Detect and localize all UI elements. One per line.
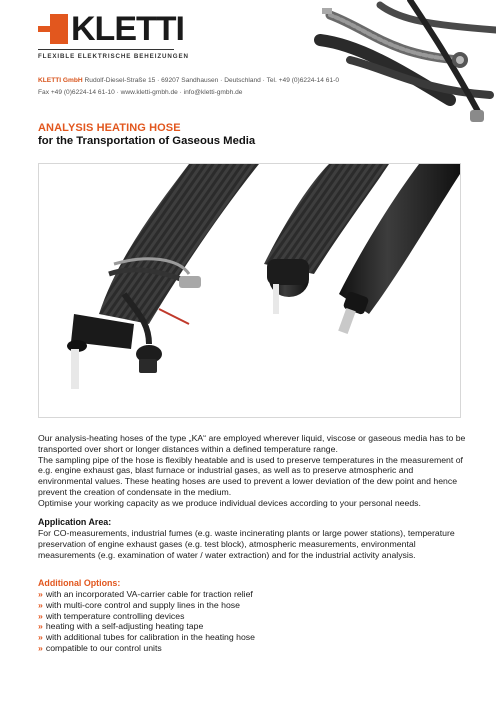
bullet-icon: » [38,642,43,653]
bullet-icon: » [38,589,43,599]
options-list [38,589,255,654]
bullet-icon: » [38,632,43,643]
intro-paragraph: Our analysis-heating hoses of the type „KA“ are employed wherever liquid, viscose or gaseous media has to be transported over short or longer distances within a defined temperature range. [38,433,466,454]
option-text: with an incorporated VA-carrier cable for traction relief [45,589,253,599]
intro-text [38,433,468,509]
option-item [38,632,255,643]
kletti-logo [38,10,189,60]
bullet-icon: » [38,621,43,632]
bullet-icon: » [38,599,43,610]
bullet-icon: » [38,610,43,621]
company-name: KLETTI GmbH [38,77,83,84]
contact-line-2: Fax +49 (0)6224-14 61-10 · www.kletti-gmbh.de · info@kletti-gmbh.de [38,89,243,96]
option-text: heating with a self-adjusting heating tape [45,621,204,632]
contact-address: Rudolf-Diesel-Straße 15 · 69207 Sandhausen · Deutschland · Tel. +49 (0)6224-14 61-0 [84,77,339,84]
header-cable-image [300,0,496,128]
option-text: compatible to our control units [45,642,162,653]
contact-block [38,75,339,99]
option-text: with temperature controlling devices [45,610,185,621]
product-photo [38,163,461,418]
logo-divider [38,49,174,50]
option-item [38,643,255,654]
option-text: with additional tubes for calibration in the heating hose [45,632,255,643]
option-item [38,611,255,622]
option-item [38,621,255,632]
page-title: ANALYSIS HEATING HOSE [38,122,181,134]
contact-line-1 [38,75,339,87]
intro-paragraph: Optimise your working capacity as we produce individual devices according to your personal needs. [38,497,421,508]
page-subtitle: for the Transportation of Gaseous Media [38,135,256,147]
kletti-logo-mark-icon [38,14,68,44]
application-text: For CO-measurements, industrial fumes (e.g. waste incinerating plants or large power stations), temperature preservation of engine exhaust gases (e.g. test block), atmospheric measurements, environmental measurements (e.g. examination of water / water extraction) and for the industrial activity analysis. [38,528,455,560]
logo-wordmark: KLETTI [71,10,184,48]
logo-tagline: FLEXIBLE ELEKTRISCHE BEHEIZUNGEN [38,53,189,60]
application-heading: Application Area: [38,517,112,527]
intro-paragraph: The sampling pipe of the hose is flexibly heatable and is used to preserve temperatures in the measurement of e.g. engine exhaust gas, blast furnace or industrial gases, as well as to preserve atmospheric and environmental values. These heating hoses are used to prevent a lower deviation of the dew point and hence prevent the creation of condensate in the medium. [38,454,463,497]
option-item [38,600,255,611]
option-item [38,589,255,600]
options-heading: Additional Options: [38,578,121,588]
option-text: with multi-core control and supply lines in the hose [45,599,240,610]
